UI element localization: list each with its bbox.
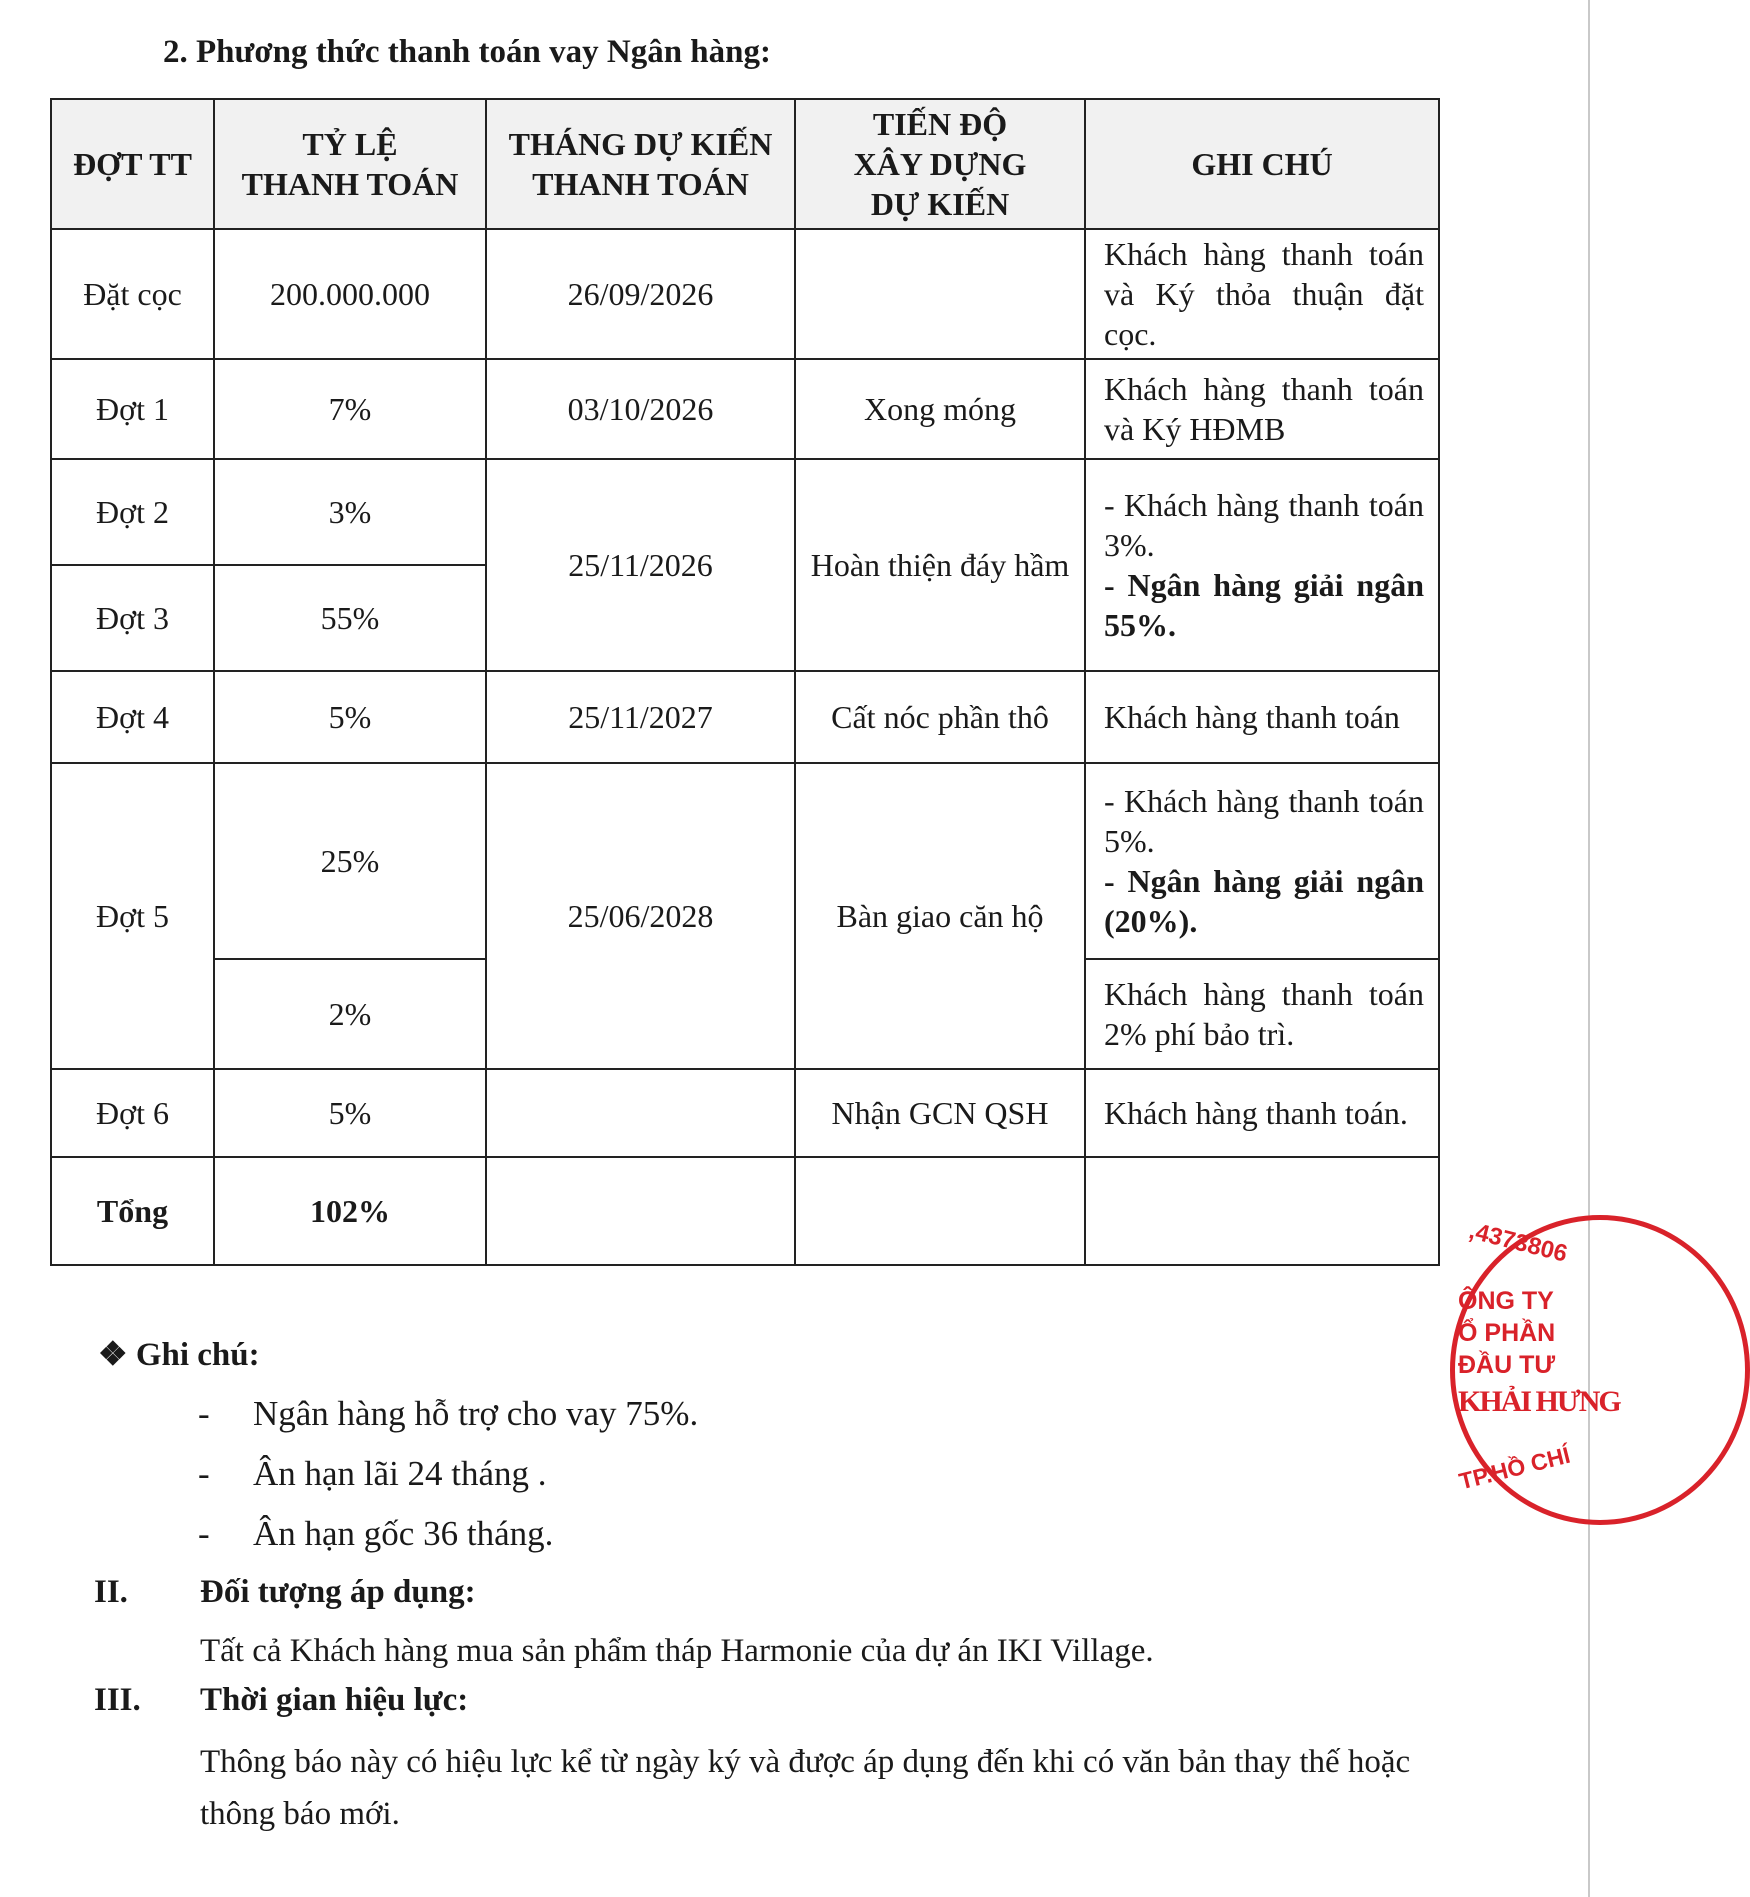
list-item: - Ân hạn gốc 36 tháng. xyxy=(198,1514,554,1553)
note-line: - Khách hàng thanh toán 3%. xyxy=(1104,487,1424,563)
stamp-text: TP.HỒ CHÍ xyxy=(1456,1441,1573,1495)
cell-dot: Đợt 6 xyxy=(51,1069,214,1157)
cell-ty-le: 200.000.000 xyxy=(214,229,486,359)
section-3-body: Thông báo này có hiệu lực kể từ ngày ký và được áp dụng đến khi có văn bản thay thế hoặc thông báo mới. xyxy=(200,1744,1411,1832)
stamp-text: ,4373806 xyxy=(1466,1217,1571,1268)
cell-thang: 25/11/2027 xyxy=(486,671,795,763)
notes-list xyxy=(198,1390,698,1570)
cell-dot: Đợt 2 xyxy=(51,459,214,565)
table-row-dot-2 xyxy=(51,459,1439,565)
stamp-text: KHẢI HƯNG xyxy=(1458,1385,1620,1418)
header-ty-le: TỶ LỆ THANH TOÁN xyxy=(214,99,486,229)
section-2-title: Đối tượng áp dụng: xyxy=(200,1574,476,1610)
cell-tien-do xyxy=(795,229,1085,359)
cell-ghi-chu: Khách hàng thanh toán 2% phí bảo trì. xyxy=(1085,959,1439,1069)
note-line-bold: - Ngân hàng giải ngân (20%). xyxy=(1104,863,1424,939)
cell-ty-le: 5% xyxy=(214,671,486,763)
cell-ty-le: 55% xyxy=(214,565,486,671)
list-item: - Ân hạn lãi 24 tháng . xyxy=(198,1454,547,1493)
company-stamp xyxy=(1450,1205,1620,1535)
cell-tien-do: Cất nóc phần thô xyxy=(795,671,1085,763)
cell-ty-le: 25% xyxy=(214,763,486,959)
cell-tien-do xyxy=(795,1157,1085,1265)
table-header-row xyxy=(51,99,1439,229)
stamp-text: ÔNG TY xyxy=(1458,1287,1554,1315)
cell-tien-do: Xong móng xyxy=(795,359,1085,459)
section-heading: 2. Phương thức thanh toán vay Ngân hàng: xyxy=(163,34,772,70)
stamp-text: Ổ PHẦN xyxy=(1458,1319,1556,1347)
section-3-title: Thời gian hiệu lực: xyxy=(200,1682,469,1718)
cell-ghi-chu: Khách hàng thanh toán và Ký HĐMB xyxy=(1085,359,1439,459)
header-dot-tt: ĐỢT TT xyxy=(51,99,214,229)
page-edge-line xyxy=(1588,0,1590,1897)
cell-thang xyxy=(486,1069,795,1157)
cell-dot: Đợt 5 xyxy=(51,763,214,1069)
cell-dot: Đợt 4 xyxy=(51,671,214,763)
cell-ty-le: 5% xyxy=(214,1069,486,1157)
cell-dot: Đợt 3 xyxy=(51,565,214,671)
section-3-number: III. xyxy=(94,1682,141,1718)
cell-ty-le: 3% xyxy=(214,459,486,565)
cell-ty-le: 7% xyxy=(214,359,486,459)
cell-tien-do: Nhận GCN QSH xyxy=(795,1069,1085,1157)
table-row-dot-5a xyxy=(51,763,1439,959)
cell-ghi-chu xyxy=(1085,459,1439,671)
stamp-text: ĐẦU TƯ xyxy=(1458,1351,1556,1379)
section-2-number: II. xyxy=(94,1574,128,1610)
table-row-dat-coc xyxy=(51,229,1439,359)
cell-tien-do: Hoàn thiện đáy hầm xyxy=(795,459,1085,671)
cell-thang: 03/10/2026 xyxy=(486,359,795,459)
table-row-tong xyxy=(51,1157,1439,1265)
cell-thang: 25/11/2026 xyxy=(486,459,795,671)
cell-ty-le: 102% xyxy=(214,1157,486,1265)
notes-title: ❖ Ghi chú: xyxy=(98,1337,260,1373)
cell-thang: 26/09/2026 xyxy=(486,229,795,359)
cell-dot: Đợt 1 xyxy=(51,359,214,459)
list-item: - Ngân hàng hỗ trợ cho vay 75%. xyxy=(198,1394,699,1433)
header-thang-du-kien: THÁNG DỰ KIẾN THANH TOÁN xyxy=(486,99,795,229)
cell-thang xyxy=(486,1157,795,1265)
table-row-dot-1 xyxy=(51,359,1439,459)
cell-ghi-chu: Khách hàng thanh toán. xyxy=(1085,1069,1439,1157)
cell-ghi-chu: Khách hàng thanh toán và Ký thỏa thuận đặt cọc. xyxy=(1085,229,1439,359)
header-tien-do: TIẾN ĐỘ XÂY DỰNG DỰ KIẾN xyxy=(795,99,1085,229)
note-line-bold: - Ngân hàng giải ngân 55%. xyxy=(1104,567,1424,643)
cell-ty-le: 2% xyxy=(214,959,486,1069)
cell-ghi-chu xyxy=(1085,1157,1439,1265)
cell-ghi-chu: Khách hàng thanh toán xyxy=(1085,671,1439,763)
section-2-body: Tất cả Khách hàng mua sản phẩm tháp Harmonie của dự án IKI Village. xyxy=(200,1633,1154,1669)
cell-dot: Đặt cọc xyxy=(51,229,214,359)
header-ghi-chu: GHI CHÚ xyxy=(1085,99,1439,229)
cell-thang: 25/06/2028 xyxy=(486,763,795,1069)
note-line: - Khách hàng thanh toán 5%. xyxy=(1104,783,1424,859)
table-row-dot-4 xyxy=(51,671,1439,763)
payment-schedule-table xyxy=(50,98,1440,1266)
cell-ghi-chu xyxy=(1085,763,1439,959)
cell-tien-do: Bàn giao căn hộ xyxy=(795,763,1085,1069)
cell-dot: Tổng xyxy=(51,1157,214,1265)
table-row-dot-6 xyxy=(51,1069,1439,1157)
